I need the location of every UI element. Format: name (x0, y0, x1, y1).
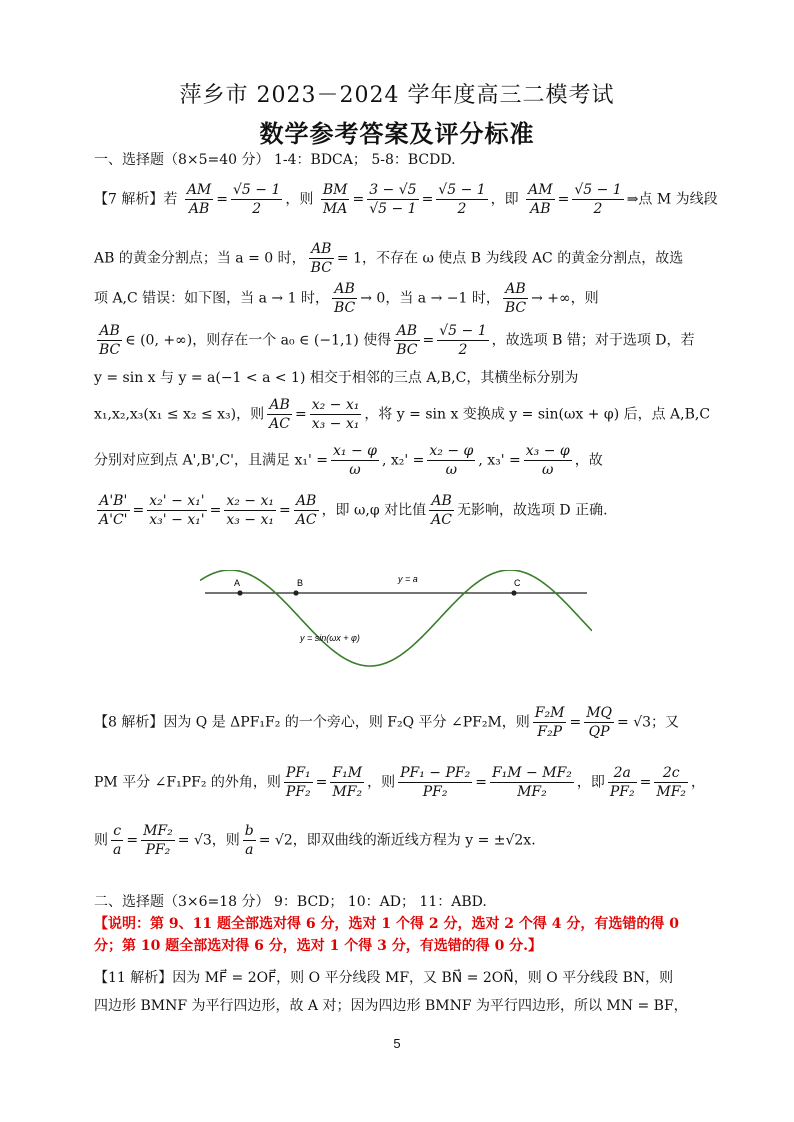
analysis7-line8: $\frac{A'B'}{A'C'}$ = $\frac{\text{x₂' − x₁'}}{\text{x₃' − x₁'}}$ = $\frac{\text{x₂ − x₁}}{\text{x₃ − x₁}}$ = $\frac{AB}{AC}$ ，即 ω,φ 对比值 $\frac{AB}{AC}$ 无影响，故选项 D 正确. (99, 493, 608, 528)
section2-note-line1: 【说明：第 9、11 题全部选对得 6 分，选对 1 个得 2 分，选对 2 个得 4 分，有选错的得 0 (94, 916, 680, 932)
analysis-tag: 【7 解析】 (94, 191, 164, 208)
sine-figure (200, 570, 592, 674)
analysis8-line2: PM 平分 ∠F₁PF₂ 的外角，则 $\frac{\text{PF₁}}{\text{PF₂}}$ = $\frac{\text{F₁M}}{\text{MF₂}}$ ，则 $\frac{\text{PF₁ − PF₂}}{\text{PF₂}}$ = $\frac{\text{F₁M − MF₂}}{\text{MF₂}}$ ，即 $\frac{2a}{\text{PF₂}}$ = $\frac{2c}{\text{MF₂}}$ ， (94, 765, 706, 800)
analysis7-line6: x₁,x₂,x₃(x₁ ≤ x₂ ≤ x₃)，则 $\frac{AB}{AC}$ = $\frac{\text{x₂ − x₁}}{\text{x₃ − x₁}}$ ，将 y = sin x 变换成 y = sin(ωx + φ) 后，点 A,B,C (94, 397, 711, 432)
point-C (511, 590, 516, 595)
sine-curve (200, 570, 592, 666)
document-title: 萍乡市 2023－2024 学年度高三二模考试 (179, 83, 615, 108)
analysis7-line5: y = sin x 与 y = a(−1 < a < 1) 相交于相邻的三点 A,B,C，其横坐标分别为 (94, 370, 579, 386)
analysis7-line3: 项 A,C 错误：如下图，当 a → 1 时， $\frac{AB}{BC}$ → 0，当 a → −1 时， $\frac{AB}{BC}$ → +∞，则 (94, 281, 599, 316)
analysis7-line4: $\frac{AB}{BC}$ ∈ (0, +∞)，则存在一个 a₀ ∈ (−1,1) 使得 $\frac{AB}{BC}$ = $\frac{√5 - 1}{2}$ ，故选项 B 错；对于选项 D，若 (99, 323, 695, 358)
point-B (293, 590, 298, 595)
page-number: 5 (393, 1036, 401, 1051)
fraction: $\frac{AM}{AB}$ (186, 182, 212, 217)
label-A: A (234, 578, 241, 588)
label-B: B (297, 578, 304, 588)
analysis7-line7: 分别对应到点 A',B',C'，且满足 x₁' = $\frac{\text{x₁ − φ}}{\omega}$ , x₂' = $\frac{\text{x₂ − φ}}{\omega}$ , x₃' = $\frac{\text{x₃ − φ}}{\omega}$ ，故 (94, 443, 603, 478)
document-subtitle: 数学参考答案及评分标准 (259, 119, 535, 148)
point-A (237, 590, 242, 595)
analysis-tag: 【11 解析】 (94, 970, 173, 986)
label-C: C (514, 578, 521, 588)
analysis7-line2: AB 的黄金分割点；当 a = 0 时， $\frac{AB}{BC}$ = 1，不存在 ω 使点 B 为线段 AC 的黄金分割点，故选 (94, 241, 684, 276)
analysis8-line1: 【8 解析】因为 Q 是 ΔPF₁F₂ 的一个旁心，则 F₂Q 平分 ∠PF₂M，则 $\frac{\text{F₂M}}{\text{F₂P}}$ = $\frac{MQ}{QP}$ = √3；又 (94, 705, 680, 740)
line-label: y = a (398, 574, 418, 584)
analysis11-line1: 【11 解析】因为 MF⃗ = 2OF⃗，则 O 平分线段 MF，又 BN⃗ = 2ON⃗，则 O 平分线段 BN，则 (94, 970, 674, 986)
analysis7-line1: 【7 解析】若 $\frac{AM}{AB}$ = $\frac{√5 - 1}{2}$ ，则 $\frac{BM}{MA}$ = $\frac{3 - √5}{√5 - 1}$ = $\frac{√5 - 1}{2}$ ，即 $\frac{AM}{AB}$ = $\frac{√5 - 1}{2}$ ⇒点 M 为线段 (94, 182, 718, 217)
section1-answers: 一、选择题（8×5=40 分） 1-4：BDCA； 5-8：BCDD. (94, 152, 456, 168)
section2-answers: 二、选择题（3×6=18 分） 9：BCD； 10：AD； 11：ABD. (94, 894, 487, 910)
analysis8-line3: 则 $\frac{c}{a}$ = $\frac{\text{MF₂}}{\text{PF₂}}$ = √3，则 $\frac{b}{a}$ = √2，即双曲线的渐近线方程为 y = ±√2x. (94, 823, 536, 858)
analysis11-line2: 四边形 BMNF 为平行四边形，故 A 对；因为四边形 BMNF 为平行四边形，所以 MN = BF， (94, 998, 688, 1014)
section2-note-line2: 分；第 10 题全部选对得 6 分，选对 1 个得 3 分，有选错的得 0 分.】 (94, 938, 543, 954)
analysis-tag: 【8 解析】 (94, 714, 164, 731)
curve-label: y = sin(ωx + φ) (300, 633, 360, 643)
